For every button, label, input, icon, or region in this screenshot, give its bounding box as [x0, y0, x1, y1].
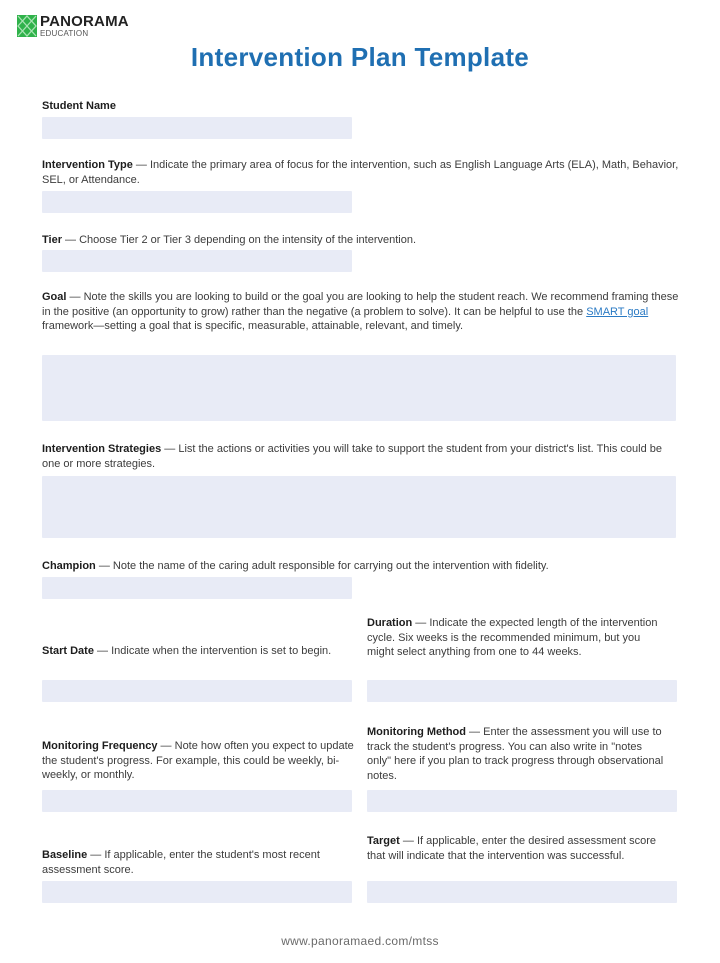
target-label: Target [367, 835, 400, 847]
monitoring-frequency-label: Monitoring Frequency [42, 740, 158, 752]
student-name-label: Student Name [42, 100, 116, 112]
page-title: Intervention Plan Template [190, 42, 530, 72]
student-name-section [42, 99, 682, 114]
champion-description: Note the name of the caring adult responsible for carrying out the intervention with fidelity. [112, 560, 549, 572]
footer-url: www.panoramaed.com/mtss [281, 934, 439, 948]
logo-subtitle: EDUCATION [40, 29, 89, 38]
start-date-field[interactable] [42, 680, 352, 702]
strategies-label: Intervention Strategies [42, 443, 162, 455]
monitoring-method-field[interactable] [367, 790, 677, 812]
target-section: Target — If applicable, enter the desired assessment score that will indicate that the intervention was successful. [367, 835, 657, 862]
duration-field[interactable] [367, 680, 677, 702]
duration-description: Indicate the expected length of the intervention cycle. Six weeks is the recommended minimum, but you might select anything from one to 44 weeks. [367, 617, 658, 658]
intervention-type-description: Indicate the primary area of focus for the intervention, such as English Language Arts (ELA), Math, Behavior, SEL, or Attendance. [42, 159, 679, 186]
strategies-section: Intervention Strategies — List the actions or activities you will take to support the student from your district's list. This could be one or more strategies. [42, 443, 662, 470]
panorama-logo-icon [17, 15, 37, 37]
tier-field[interactable] [42, 250, 352, 272]
champion-label: Champion [42, 560, 96, 572]
intervention-type-section: Intervention Type — Indicate the primary area of focus for the intervention, such as English Language Arts (ELA), Math, Behavior, SEL, or Attendance. [42, 159, 679, 186]
monitoring-frequency-field[interactable] [42, 790, 352, 812]
intervention-type-field[interactable] [42, 191, 352, 213]
duration-label: Duration [367, 617, 413, 629]
intervention-type-label: Intervention Type [42, 159, 133, 171]
baseline-description: If applicable, enter the student's most recent assessment score. [42, 849, 320, 876]
student-name-field[interactable] [42, 117, 352, 139]
strategies-description: List the actions or activities you will take to support the student from your district's list. This could be one or more strategies. [42, 443, 662, 470]
monitoring-method-label: Monitoring Method [367, 726, 466, 738]
monitoring-method-section: Monitoring Method — Enter the assessment you will use to track the student's progress. You can also write in "notes only" here if you plan to track progress through observational notes. [367, 726, 664, 782]
champion-field[interactable] [42, 577, 352, 599]
start-date-label: Start Date [42, 645, 94, 657]
target-description: If applicable, enter the desired assessment score that will indicate that the intervention was successful. [367, 835, 657, 862]
target-field[interactable] [367, 881, 677, 903]
duration-section: Duration — Indicate the expected length of the intervention cycle. Six weeks is the recommended minimum, but you might select anything from one to 44 weeks. [367, 617, 658, 658]
tier-label: Tier [42, 234, 62, 246]
start-date-section: Start Date — Indicate when the intervention is set to begin. [42, 645, 332, 657]
monitoring-frequency-section: Monitoring Frequency — Note how often you expect to update the student's progress. For example, this could be weekly, bi-weekly, or monthly. [42, 740, 354, 781]
goal-section: Goal — Note the skills you are looking to build or the goal you are looking to help the student reach. We recommend framing these in the positive (an opportunity to grow) rather than the negative (a problem to solve). It can be helpful to use the SMART goal framework—setting a goal that is specific, measurable, attainable, relevant, and timely. [42, 291, 679, 332]
goal-description: Note the skills you are looking to build or the goal you are looking to help the student reach. We recommend framing these in the positive (an opportunity to grow) rather than the negative (a problem to solve). It can be helpful to use the [42, 291, 679, 318]
champion-section: Champion — Note the name of the caring adult responsible for carrying out the intervention with fidelity. [42, 560, 549, 572]
baseline-label: Baseline [42, 849, 88, 861]
start-date-description: Indicate when the intervention is set to begin. [111, 645, 332, 657]
goal-field[interactable] [42, 355, 676, 421]
goal-label: Goal [42, 291, 67, 303]
smart-goal-link[interactable]: SMART goal [586, 305, 649, 318]
strategies-field[interactable] [42, 476, 676, 538]
monitoring-method-description: Enter the assessment you will use to track the student's progress. You can also write in "notes only" here if you plan to track progress through observational notes. [367, 726, 664, 782]
logo-name: PANORAMA [40, 13, 129, 30]
monitoring-frequency-description: Note how often you expect to update the student's progress. For example, this could be weekly, bi-weekly, or monthly. [42, 740, 354, 781]
baseline-section: Baseline — If applicable, enter the student's most recent assessment score. [42, 849, 320, 876]
tier-section: Tier — Choose Tier 2 or Tier 3 depending on the intensity of the intervention. [42, 234, 417, 246]
baseline-field[interactable] [42, 881, 352, 903]
tier-description: Choose Tier 2 or Tier 3 depending on the intensity of the intervention. [79, 234, 417, 246]
panorama-logo [17, 14, 129, 38]
